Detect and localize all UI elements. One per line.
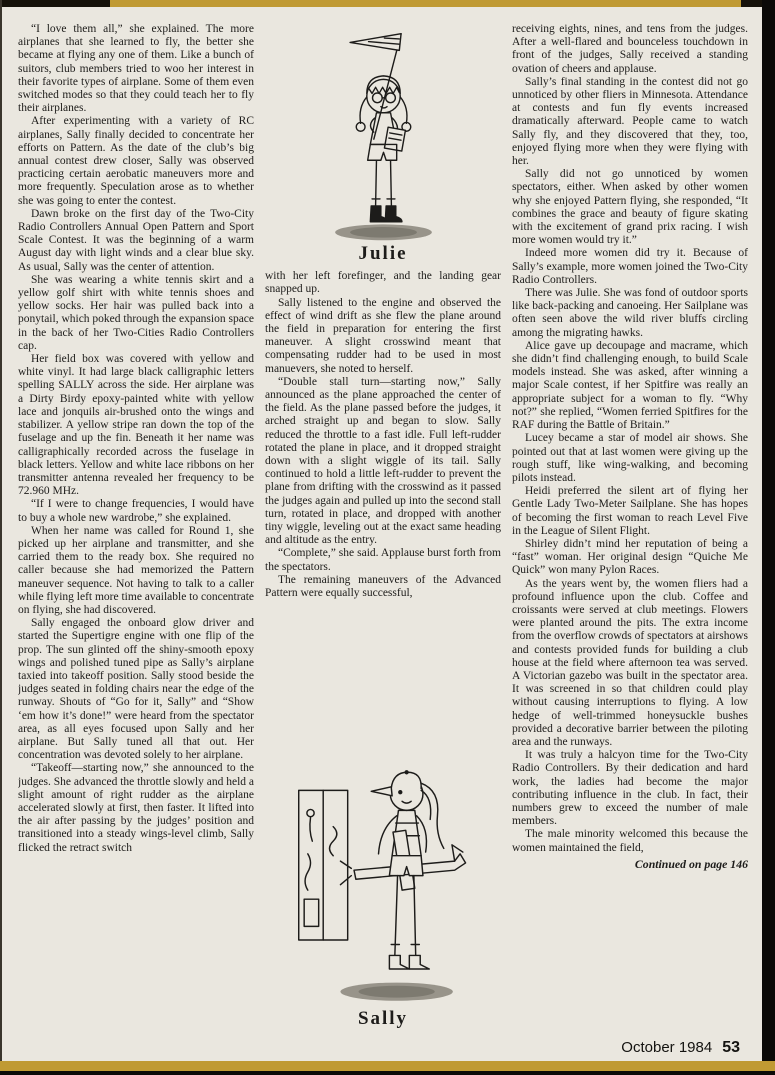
scan-edge-top [0,0,775,7]
paragraph: Sally did not go unnoticed by women spectators, either. When asked by other women why she enjoyed Pattern flying, she responded, “It combines the grace and beauty of figure skating with the excitement of grand prix racing. I wish more women would try it.” [512,168,748,247]
paragraph: When her name was called for Round 1, she picked up her airplane and transmitter, and she carried them to the ready box. She required no caller because she had memorized the Pattern maneuver sequence. Not having to talk to a caller while flying left more time available to concentrate on flying, she had discovered. [18,524,254,616]
footer-page-number: 53 [722,1039,740,1056]
scan-corner-top-left [0,0,110,7]
paragraph: Her field box was covered with yellow and white vinyl. It had large black calligraphic letters spelling SALLY across the side. Her airplane was a Dirty Birdy epoxy-painted white with yellow lace and jonquils air-brushed onto the wings and stabilizer. A yellow stripe ran down the top of the fuselage and up the fin. Beneath it her name was calligraphically recorded across the fuselage in black letters. Yellow and white lace ribbons on her transmitter antenna revealed her frequency to be 72.960 MHz. [18,353,254,498]
paragraph: “Takeoff—starting now,” she announced to the judges. She advanced the throttle slowly and held a slight amount of right rudder as the airplane accelerated slowly at first, then faster. It lifted into the air after passing by the judges’ position and transitioned into a steady wings-level climb, Sally flicked the retract switch [18,762,254,854]
paragraph: She was wearing a white tennis skirt and a yellow golf shirt with white tennis shoes and yellow socks. Her hair was pulled back into a ponytail, which poked through the expansion space in the back of her Two-Cities Radio Controllers cap. [18,273,254,352]
paragraph: Alice gave up decoupage and macrame, which she didn’t find challenging enough, to build Scale models instead. She was asked, after winning a major Scale contest, if her Spitfire was really an appropriate subject for a woman to fly. “Why not?” she replied, “Women ferried Spitfires for the RAF during the Battle of Britain.” [512,339,748,432]
paragraph: Dawn broke on the first day of the Two-City Radio Controllers Annual Open Pattern and Sport Scale Contest. It was the beginning of a warm August day with light winds and a clear blue sky. As usual, Sally was the center of attention. [18,207,254,273]
sally-illustration [265,736,501,1031]
page-footer [621,1039,740,1057]
paragraph: “I love them all,” she explained. The more airplanes that she learned to fly, the better she became at flying any one of them. Like a bunch of suitors, club members tried to woo her interest in their favorite types of airplane. Some of them even switched modes so that they could teach her to fly their airplanes. [18,23,254,115]
field-box-icon [298,790,347,940]
column-2 [265,23,501,1031]
paragraph: “Double stall turn—starting now,” Sally announced as the plane approached the center of the field. As the plane passed before the judges, it arched straight up and began to slow. Sally reduced the throttle to a fast idle. Full left-rudder rotated the plane in place, and it dropped straight down with a slight wiggle of its tail. Sally continued to hold a little left-rudder to prevent the plane from drifting with the crosswind as it passed the judges again and pulled up into the second stall turn, rotated in place, and dropped with another tiny wiggle, leveling out at the exact same heading and altitude as the entry. [265,375,501,547]
paragraph: The male minority welcomed this because the women maintained the field, [512,828,748,854]
paragraph: Sally engaged the onboard glow driver and started the Supertigre engine with one flip of the prop. The sun glinted off the shiny-smooth epoxy wings and polished tuned pipe as Sally’s airplane taxied into takeoff position. Sally stood beside the judges seated in folding chairs near the edge of the runway. Shouts of “Go for it, Sally” and “Show ‘em how it’s done!” were heard from the spectator area, as all eyes focused upon Sally and her airplane. But Sally tuned all that out. Her concentration was devoted solely to her airplane. [18,617,254,762]
article-columns [18,23,748,1031]
column-1 [18,23,254,1031]
papers-icon [384,127,405,151]
paragraph: The remaining maneuvers of the Advanced Pattern were equally successful, [265,573,501,600]
sally-drawing [286,736,481,1008]
ponytail [421,783,444,848]
paragraph: Shirley didn’t mind her reputation of being a “fast” woman. Her original design “Quiche Me Quick” won many Pylon Races. [512,537,748,577]
paragraph: Indeed more women did try it. Because of Sally’s example, more women joined the Two-City Radio Controllers. [512,247,748,286]
paragraph: Sally’s final standing in the contest did not go unnoticed by other fliers in Minnesota. Attendance at contests and fun fly events increased dramatically afterward. People came to watch Sally fly, and they discovered that they, too, enjoyed flying more when they were flying with her. [512,75,748,168]
continued-notice: Continued on page 146 [634,856,748,871]
scan-edge-bottom-black [0,1071,775,1075]
julie-illustration [265,23,501,266]
paragraph: with her left forefinger, and the landing gear snapped up. [265,270,501,296]
sally-caption: Sally [357,1007,409,1029]
paragraph: Lucey became a star of model air shows. She pointed out that at last women were giving up the rough stuff, like wing-walking, and becoming pilots instead. [512,432,748,484]
column-2-text [265,270,501,600]
magazine-page [2,7,762,1061]
paragraph: As the years went by, the women fliers had a profound influence upon the club. Coffee and croissants were served at club meetings. Flowers were planted around the pits. The extra income from the overflow crowds of spectators at airshows and contests provided funds for building a club house at the field where afternoon tea was served. A Victorian gazebo was built in the spectator area. It was screened in so that children could play without causing interruptions to flying. A low hedge of well-trimmed honeysuckle bushes provided a decorative barrier between the piloting area and the runways. [512,577,748,748]
paragraph: There was Julie. She was fond of outdoor sports like back-packing and canoeing. Her Sailplane was often seen above the wild river bluffs circling among the migrating hawks. [512,287,748,339]
paragraph: Heidi preferred the silent art of flying her Gentle Lady Two-Meter Sailplane. She has hopes of becoming the first woman to reach Level Five in the League of Silent Flight. [512,485,748,537]
footer-date: October 1984 [621,1039,713,1056]
scan-edge-bottom [0,1061,775,1071]
paragraph: receiving eights, nines, and tens from the judges. After a well-flared and bounceless touchdown in front of the judges, Sally received a standing ovation of cheers and applause. [512,23,748,75]
paragraph: It was truly a halcyon time for the Two-City Radio Controllers. By their dedication and hard work, the ladies had become the major contributing influence in the club. In fact, their numbers grew to exceed the number of male members. [512,749,748,828]
paragraph: Sally listened to the engine and observed the effect of wind drift as she flew the plane around the field in preparation for entering the first maneuver. A slight crosswind meant that compensating rudder had to be used in most manuevers, she noted to herself. [265,296,501,375]
paragraph: “If I were to change frequencies, I would have to buy a whole new wardrobe,” she explained. [18,498,254,524]
scan-edge-right [762,0,775,1075]
baseball-cap-icon [371,771,421,796]
julie-caption: Julie [358,243,408,264]
column-3 [512,23,748,1031]
column-3-text [512,23,748,855]
paragraph: “Complete,” she said. Applause burst forth from the spectators. [265,547,501,573]
paragraph: After experimenting with a variety of RC airplanes, Sally finally decided to concentrate her efforts on Pattern. As the date of the club’s big annual contest drew closer, Sally was observed practicing certain aerobatic maneuvers more and more frequently. Speculation arose as to whether she was going to enter the contest. [18,115,254,207]
julie-drawing [300,23,467,243]
